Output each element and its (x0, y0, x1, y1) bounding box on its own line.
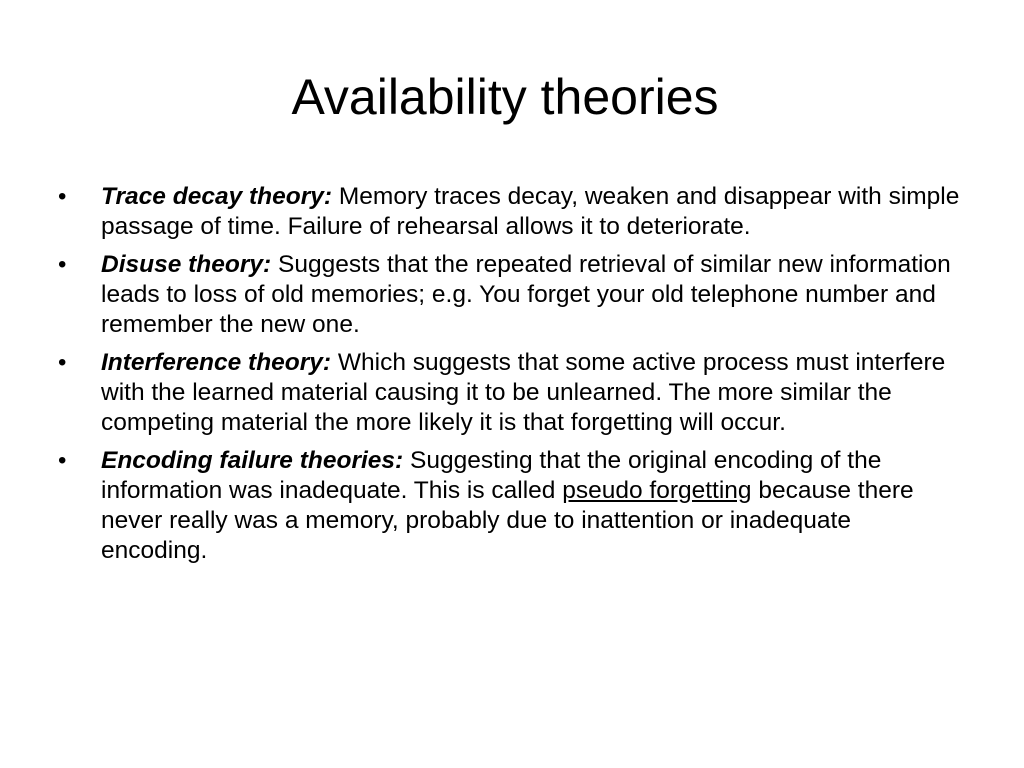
bullet-item-trace-decay (58, 182, 963, 242)
bullet-icon: • (58, 349, 67, 376)
underlined-term: pseudo forgetting (562, 477, 752, 504)
bullet-term: Trace decay theory: (101, 183, 333, 210)
bullet-text: Suggesting that the original encoding of the information was inadequate. This is called (101, 447, 882, 504)
bullet-icon: • (58, 447, 67, 474)
bullet-item-encoding-failure (58, 446, 963, 566)
bullet-text: Memory traces decay, weaken and disappear with simple passage of time. Failure of rehearsal allows it to deteriorate. (101, 183, 960, 240)
bullet-item-interference (58, 348, 963, 438)
bullet-term: Disuse theory: (101, 251, 272, 278)
bullet-list (58, 182, 963, 574)
bullet-icon: • (58, 183, 67, 210)
bullet-term: Encoding failure theories: (101, 447, 404, 474)
slide-title: Availability theories (291, 69, 719, 125)
bullet-text: Suggests that the repeated retrieval of similar new information leads to loss of old memories; e.g. You forget your old telephone number and remember the new one. (101, 251, 951, 338)
bullet-term: Interference theory: (101, 349, 332, 376)
bullet-text-after: because there never really was a memory, probably due to inattention or inadequate encoding. (101, 477, 914, 564)
bullet-icon: • (58, 251, 67, 278)
bullet-item-disuse (58, 250, 963, 340)
bullet-text: Which suggests that some active process must interfere with the learned material causing it to be unlearned. The more similar the competing material the more likely it is that forgetting will occur. (101, 349, 946, 436)
